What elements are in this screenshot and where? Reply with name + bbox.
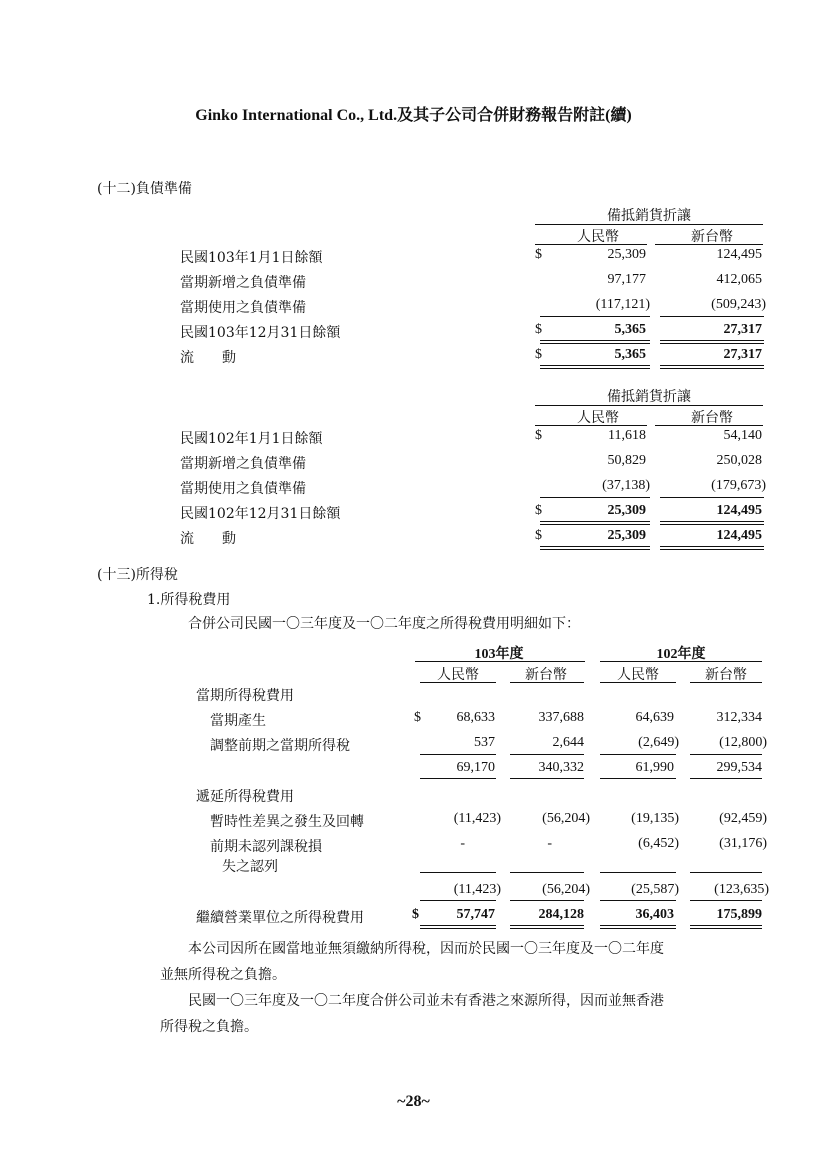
paragraph-1-line-1: 本公司因所在國當地並無須繳納所得稅，因而於民國一〇三年度及一〇二年度: [188, 941, 664, 957]
deferred-tax-title: 遞延所得稅費用: [196, 789, 294, 805]
col-header-ntd-102: 新台幣: [705, 667, 747, 683]
page-number: ~28~: [397, 1093, 430, 1110]
year-header-102: 102年度: [656, 647, 706, 662]
subsection-heading: 1.所得稅費用: [147, 592, 231, 608]
section-heading-provision: (十二)負債準備: [97, 181, 192, 197]
col-header-rmb-103: 人民幣: [437, 667, 479, 683]
col-header-rmb-102: 人民幣: [617, 667, 659, 683]
group-header: 備抵銷貨折讓: [607, 389, 691, 405]
page-title: Ginko International Co., Ltd.及其子公司合併財務報告附註(續): [195, 107, 632, 124]
paragraph-2-line-2: 所得稅之負擔。: [160, 1019, 258, 1035]
section-heading-income-tax: (十三)所得稅: [97, 567, 178, 583]
current-tax-title: 當期所得稅費用: [196, 688, 294, 704]
col-header-ntd-103: 新台幣: [525, 667, 567, 683]
paragraph-1-line-2: 並無所得稅之負擔。: [160, 967, 286, 983]
col-header-ntd: 新台幣: [691, 410, 733, 426]
paragraph-2-line-1: 民國一〇三年度及一〇二年度合併公司並未有香港之來源所得，因而並無香港: [188, 993, 664, 1009]
group-header: 備抵銷貨折讓: [607, 208, 691, 224]
col-header-ntd: 新台幣: [691, 229, 733, 245]
year-header-103: 103年度: [474, 647, 524, 662]
intro-text: 合併公司民國一〇三年度及一〇二年度之所得稅費用明細如下：: [188, 616, 580, 632]
col-header-rmb: 人民幣: [577, 410, 619, 426]
col-header-rmb: 人民幣: [577, 229, 619, 245]
document-page: Ginko International Co., Ltd.及其子公司合併財務報告附註(續) (十二)負債準備 備抵銷貨折讓 人民幣 新台幣 民國103年1月1日餘額 $ 25,309 124,495 當期新增之負債準備 97,177 412,065 當期使用之負債準備 (117,121) (509,243) 民國103年12月31日餘額 $ 5,365 27,317 流 動 $ 5,365 27,317 備抵銷貨折讓 人民幣 新台幣 民國102年1月1日餘額 $ 11,618 54,140 當期新增之負債準備 50,829 250,028 當期使用之負債準備 (37,138) (179,673) 民國102年12月31日餘額 $ 25,309 124,495 流 動 $ 25,309 124,495 (十三)所得稅 1.所得稅費用 合併公司民國一〇三年度及一〇二年度之所得稅費用明細如下： 103年度 102年度 人民幣 新台幣 人民幣 新台幣 當期所得稅費用 當期產生 $ 68,633 337,688 64,639 312,334 調整前期之當期所得稅 537 2,644 (2,649) (12,800) 69,170 340,332 61,990 299,534 遞延所得稅費用 暫時性差異之發生及回轉 (11,423) (56,204) (19,135) (92,459) 前期未認列課稅損 失之認列 - - (6,452) (31,176) (11,423) (56,204) (25,587) (123,635) 繼續營業單位之所得稅費用 $ 57,747 284,128 36,403 175,899 本公司因所在國當地並無須繳納所得稅，因而於民國一〇三年度及一〇二年度 並無所得稅之負擔。 民國一〇三年度及一〇二年度合併公司並未有香港之來源所得，因而並無香港 所得稅之負擔。 ~28~: [0, 0, 827, 1170]
